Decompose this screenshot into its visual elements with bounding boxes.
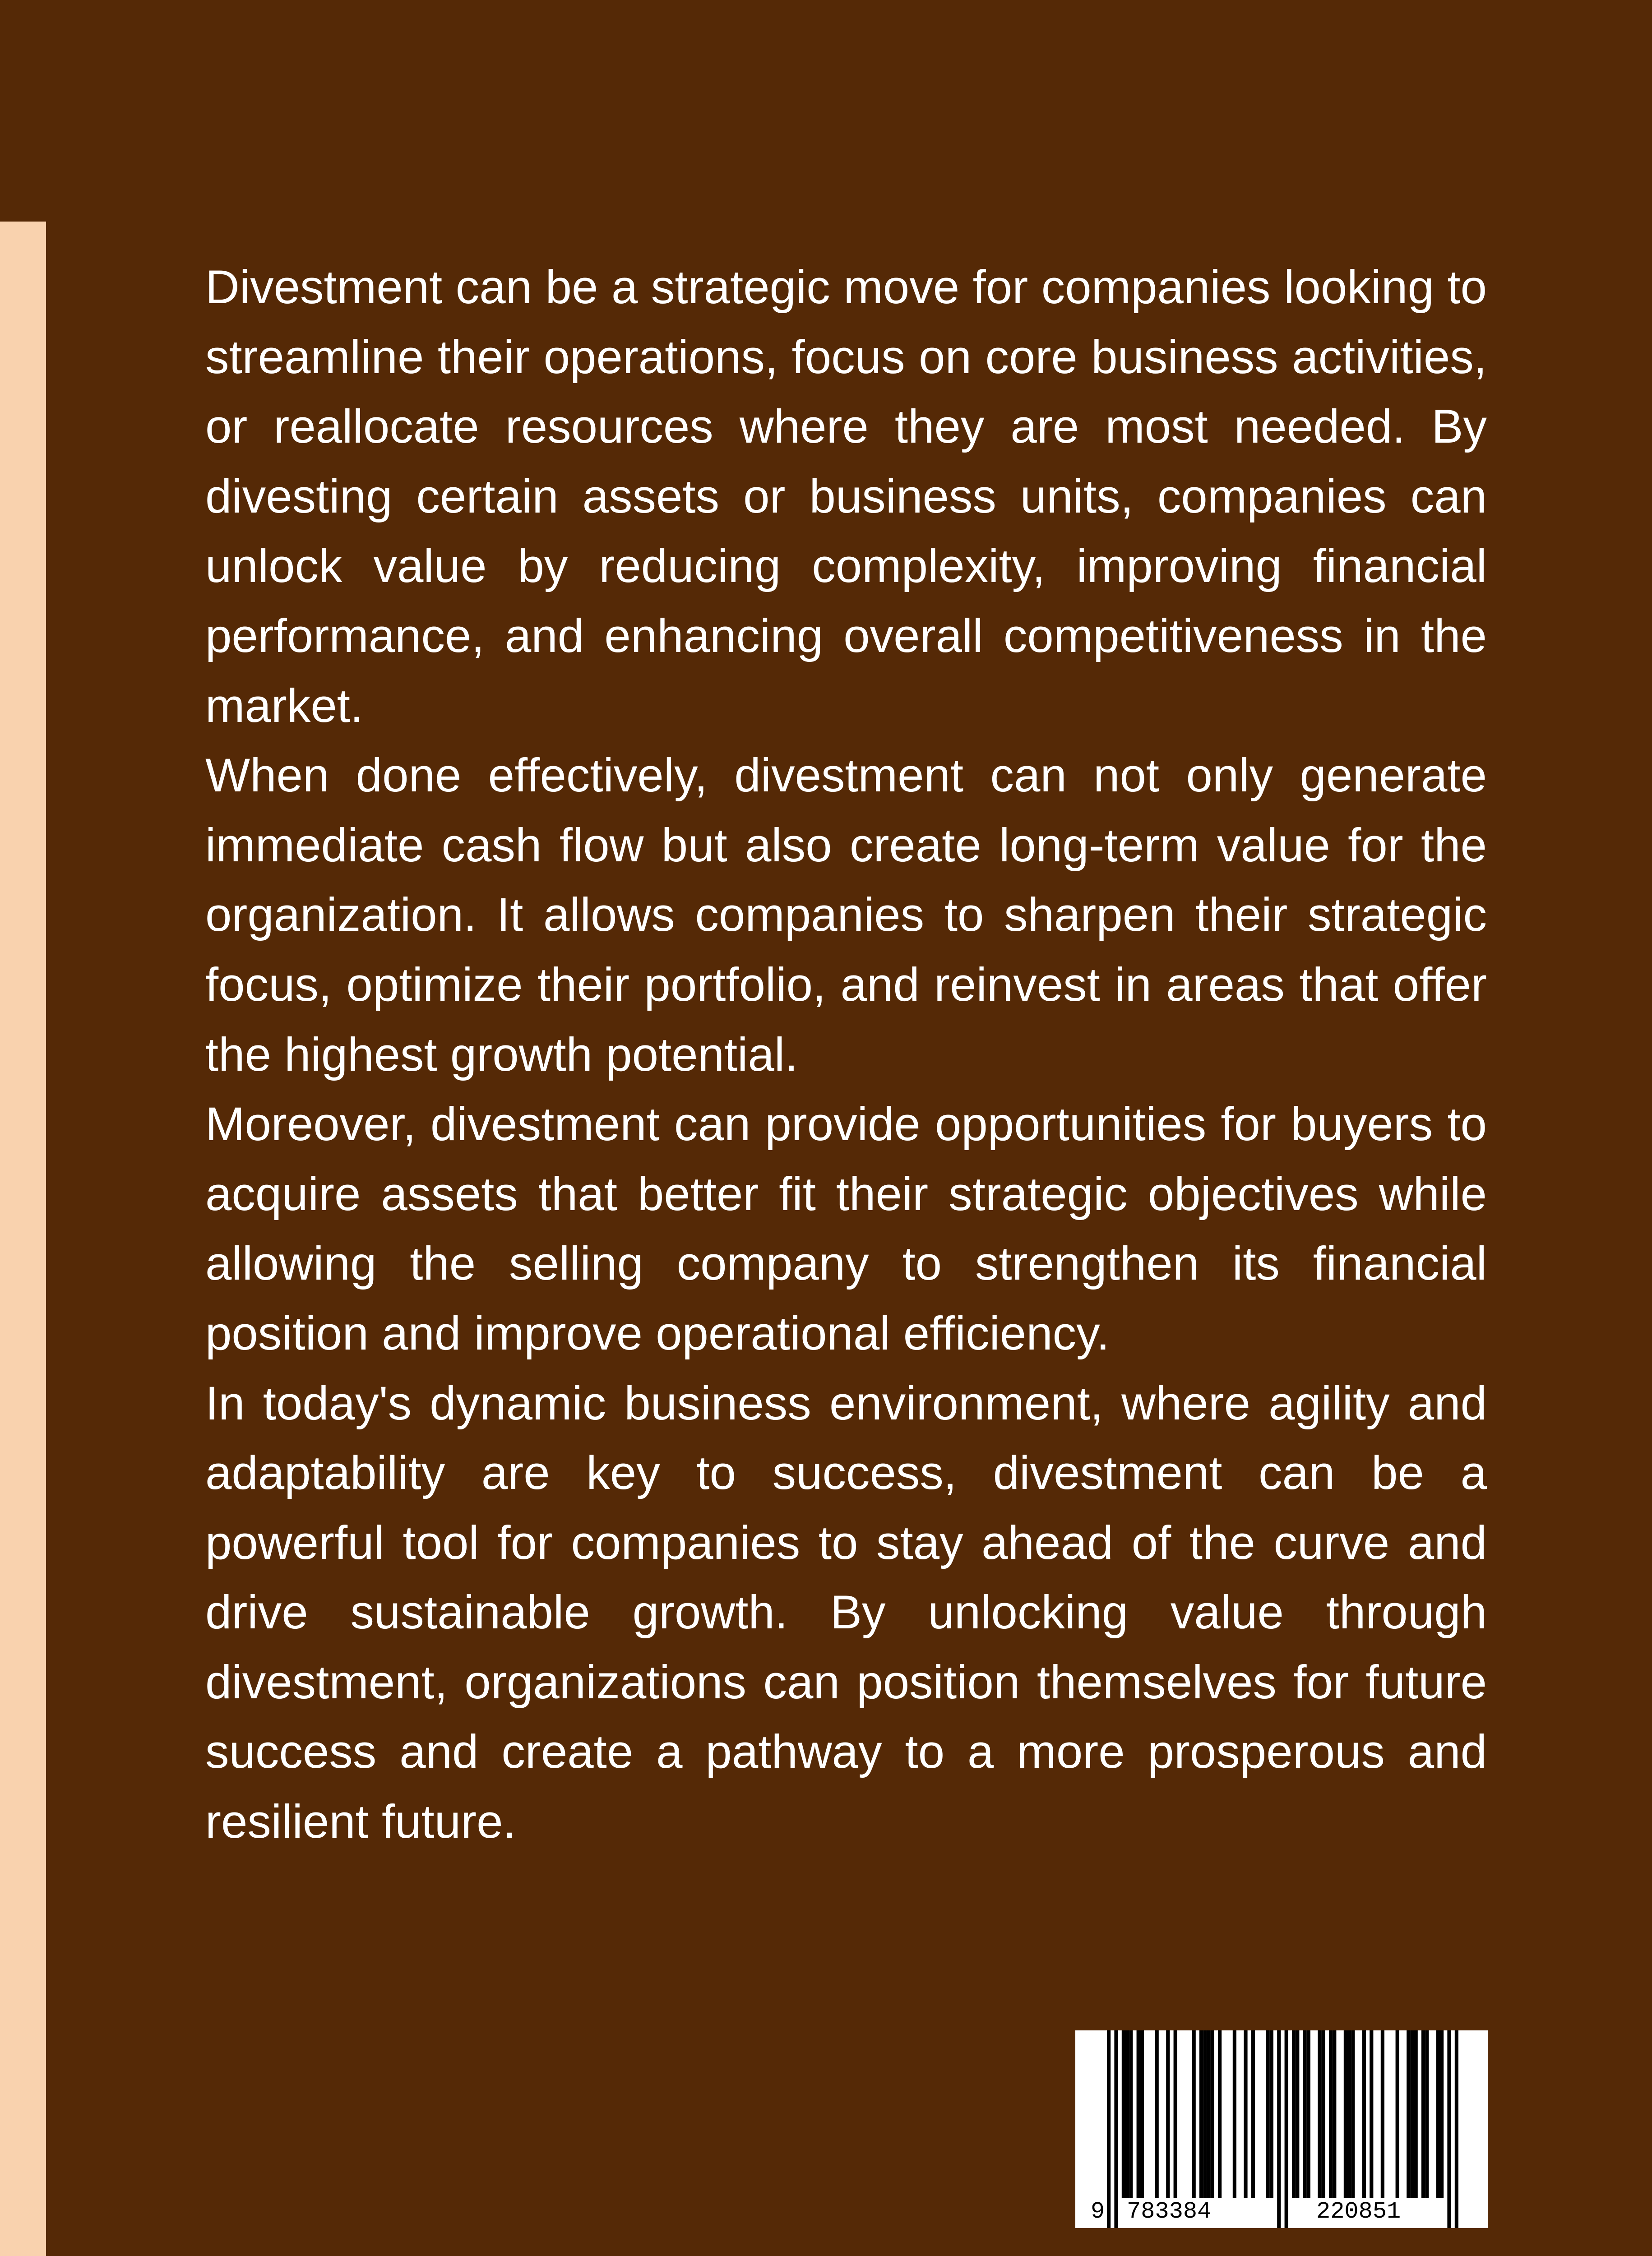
barcode-bar <box>1396 2030 1399 2198</box>
barcode-bar <box>1192 2030 1196 2198</box>
barcode-bar <box>1174 2030 1177 2198</box>
blurb-paragraph: When done effectively, divestment can not only generate immediate cash flow but also create long-term value for the organization. It allows companies to sharpen their strategic focus, optimize their portfolio, and reinvest in areas that offer the highest growth potential. <box>205 749 1487 1081</box>
barcode-bar <box>1322 2030 1325 2198</box>
barcode-bar <box>1303 2030 1307 2198</box>
barcode-bar <box>1244 2030 1247 2198</box>
barcode-bar <box>1292 2030 1296 2198</box>
barcode-bar <box>1410 2030 1414 2198</box>
barcode-bar <box>1251 2030 1255 2198</box>
blurb-paragraph: Moreover, divestment can provide opportunities for buyers to acquire assets that better fit their strategic objectives while allowing the selling company to strengthen its financial position and improve operational efficiency. <box>205 1098 1487 1360</box>
barcode-bar <box>1122 2030 1125 2198</box>
barcode-bar <box>1329 2030 1333 2198</box>
barcode-bar <box>1166 2030 1170 2198</box>
barcode-digits <box>1075 2198 1488 2225</box>
barcode-bar <box>1307 2030 1310 2198</box>
barcode-first-digit: 9 <box>1089 2198 1106 2225</box>
barcode-bar <box>1203 2030 1207 2198</box>
barcode-bar <box>1137 2030 1140 2198</box>
barcode-bar <box>1233 2030 1236 2198</box>
barcode-bar <box>1362 2030 1366 2198</box>
barcode-bar <box>1333 2030 1336 2198</box>
barcode-bar <box>1318 2030 1321 2198</box>
barcode-bar <box>1421 2030 1425 2198</box>
barcode-bar <box>1199 2030 1203 2198</box>
barcode-left-group: 783384 <box>1125 2198 1213 2225</box>
barcode-bar <box>1425 2030 1429 2198</box>
barcode-right-group: 220851 <box>1314 2198 1402 2225</box>
isbn-barcode <box>1075 2030 1488 2228</box>
barcode-bar <box>1381 2030 1384 2198</box>
barcode-bar <box>1351 2030 1355 2198</box>
barcode-bar <box>1407 2030 1410 2198</box>
barcode-bar <box>1436 2030 1440 2198</box>
barcode-bar <box>1414 2030 1418 2198</box>
barcode-bar <box>1211 2030 1214 2198</box>
barcode-bar <box>1266 2030 1270 2198</box>
barcode-bar <box>1270 2030 1273 2198</box>
barcode-bar <box>1218 2030 1222 2198</box>
spine-strip <box>0 222 46 2256</box>
barcode-bar <box>1370 2030 1373 2198</box>
barcode-bar <box>1440 2030 1444 2198</box>
blurb-text <box>205 253 1487 1857</box>
barcode-bar <box>1125 2030 1129 2198</box>
blurb-paragraph: Divestment can be a strategic move for companies looking to streamline their operations, focus on core business activities, or reallocate resources where they are most needed. By divesting certain assets or business units, companies can unlock value by reducing complexity, improving financial performance, and enhancing overall competitiveness in the market. <box>205 261 1487 732</box>
barcode-bar <box>1207 2030 1210 2198</box>
barcode-bar <box>1347 2030 1351 2198</box>
barcode-bar <box>1296 2030 1299 2198</box>
barcode-bar <box>1344 2030 1347 2198</box>
barcode-bar <box>1155 2030 1159 2198</box>
barcode-bar <box>1140 2030 1144 2198</box>
blurb-paragraph: In today's dynamic business environment, where agility and adaptability are key to success, divestment can be a powerful tool for companies to stay ahead of the curve and drive sustainable growth. By unlocking value through divestment, organizations can position themselves for future success and create a pathway to a more prosperous and resilient future. <box>205 1377 1487 1849</box>
barcode-bar <box>1129 2030 1133 2198</box>
